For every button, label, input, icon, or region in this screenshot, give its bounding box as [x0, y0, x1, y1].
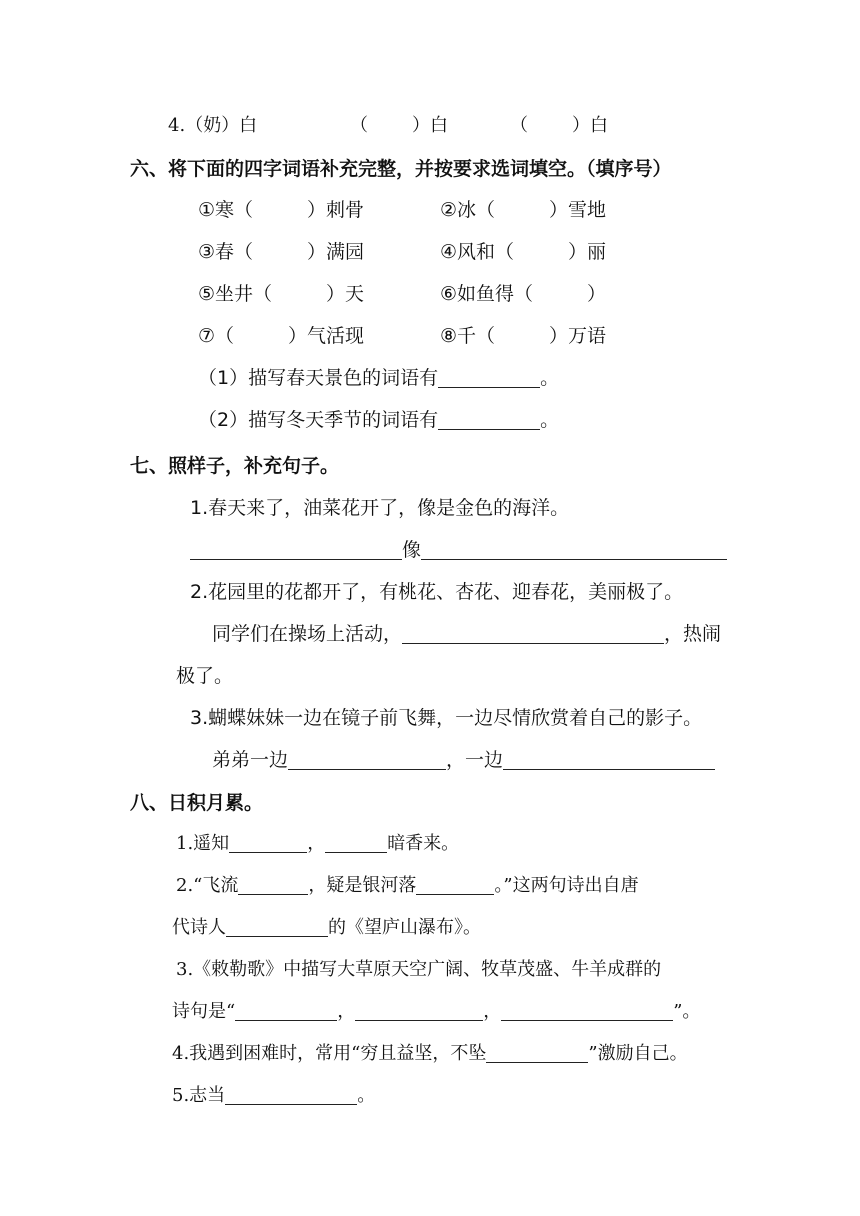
poem-text: 的《望庐山瀑布》。 [328, 917, 481, 938]
poem-5 [172, 1082, 375, 1110]
idiom-post: ）万语 [549, 325, 607, 347]
word-blank-2[interactable] [350, 112, 448, 140]
poem-text: 。 [357, 1085, 376, 1106]
example-2: 2.花园里的花都开了，有桃花、杏花、迎春花，美丽极了。 [190, 581, 684, 603]
idiom-post: ）刺骨 [307, 199, 365, 221]
paren-open: （ [350, 115, 368, 136]
poem-text: ， [307, 833, 326, 854]
connector-word: ，一边 [446, 749, 504, 771]
answer-blank[interactable] [288, 749, 446, 770]
connector-word: 像 [402, 539, 422, 561]
period: 。 [540, 367, 560, 389]
idiom-pre: ⑧千（ [440, 325, 496, 347]
answer-blank[interactable] [402, 623, 664, 644]
question-label: （1）描写春天景色的词语有 [198, 367, 439, 389]
idiom-post: ）天 [326, 283, 365, 305]
poem-text: 暗香来。 [387, 833, 460, 854]
poem-3-cont [172, 998, 700, 1026]
idiom-post: ）满园 [307, 241, 365, 263]
example-1: 1.春天来了，油菜花开了，像是金色的海洋。 [190, 497, 570, 519]
idiom-pre: ③春（ [198, 241, 254, 263]
poem-4 [172, 1040, 688, 1068]
word-line-4 [168, 112, 257, 140]
idiom-pre: ⑥如鱼得（ [440, 283, 534, 305]
answer-blank[interactable] [229, 832, 307, 853]
paren-open: （ [510, 115, 528, 136]
paren-open: （ [185, 115, 204, 136]
exercise-2 [212, 620, 721, 648]
paren-close-text: ）白 [412, 115, 448, 136]
period: 。 [540, 409, 560, 431]
idiom-pre: ②冰（ [440, 199, 496, 221]
poem-2 [176, 872, 639, 900]
exercise-2-cont: 极了。 [176, 665, 234, 687]
answer-blank[interactable] [235, 1000, 337, 1021]
answer-blank[interactable] [190, 539, 402, 560]
idiom-post: ）气活现 [288, 325, 365, 347]
answer-blank[interactable] [486, 1042, 588, 1063]
poem-text: ”。 [673, 1001, 701, 1022]
question-label: （2）描写冬天季节的词语有 [198, 409, 439, 431]
poem-text: ”激励自己。 [588, 1043, 688, 1064]
idiom-pre: ④风和（ [440, 241, 515, 263]
idiom-5[interactable] [198, 280, 364, 308]
idiom-post: ）丽 [568, 241, 607, 263]
idiom-pre: ⑤坐井（ [198, 283, 273, 305]
idiom-8[interactable] [440, 322, 606, 350]
poem-text: 。”这两句诗出自唐 [494, 875, 639, 896]
answer-blank[interactable] [416, 874, 494, 895]
idiom-6[interactable] [440, 280, 606, 308]
answer-blank[interactable] [226, 916, 328, 937]
answer-blank[interactable] [438, 409, 540, 430]
poem-text: 1.遥知 [176, 833, 230, 854]
sentence-start: 同学们在操场上活动， [212, 623, 403, 645]
poem-text: 代诗人 [172, 917, 226, 938]
item-number: 4. [168, 115, 186, 136]
word-blank-3[interactable] [510, 112, 608, 140]
poem-text: ， [483, 1001, 502, 1022]
idiom-pre: ①寒（ [198, 199, 254, 221]
sentence-end: ，热闹 [664, 623, 722, 645]
exercise-1 [190, 536, 727, 564]
answer-blank[interactable] [225, 1084, 357, 1105]
answer-blank[interactable] [501, 1000, 673, 1021]
question-1 [198, 364, 559, 392]
idiom-7[interactable] [198, 322, 364, 350]
filled-answer: 奶 [203, 115, 222, 136]
answer-blank[interactable] [438, 367, 540, 388]
exercise-3 [212, 746, 715, 774]
question-2 [198, 406, 559, 434]
idiom-2[interactable] [440, 196, 606, 224]
idiom-post: ）雪地 [549, 199, 607, 221]
answer-blank[interactable] [355, 1000, 483, 1021]
poem-text: 4.我遇到困难时，常用“穷且益坚，不坠 [172, 1043, 487, 1064]
idiom-3[interactable] [198, 238, 364, 266]
idiom-4[interactable] [440, 238, 606, 266]
sentence-start: 弟弟一边 [212, 749, 289, 771]
section-6-title: 六、将下面的四字词语补充完整，并按要求选词填空。（填序号） [130, 158, 672, 180]
paren-close-text: ）白 [572, 115, 608, 136]
poem-text: 5.志当 [172, 1085, 226, 1106]
poem-text: ， [337, 1001, 356, 1022]
answer-blank[interactable] [238, 874, 308, 895]
section-7-title: 七、照样子，补充句子。 [130, 455, 340, 477]
paren-close-text: ）白 [221, 115, 258, 136]
answer-blank[interactable] [503, 749, 715, 770]
idiom-1[interactable] [198, 196, 364, 224]
poem-2-cont [172, 914, 481, 942]
poem-1 [176, 830, 459, 858]
poem-text: 诗句是“ [172, 1001, 236, 1022]
answer-blank[interactable] [421, 539, 727, 560]
section-8-title: 八、日积月累。 [130, 792, 264, 814]
idiom-pre: ⑦（ [198, 325, 235, 347]
poem-text: 2.“飞流 [176, 875, 239, 896]
example-3: 3.蝴蝶妹妹一边在镜子前飞舞，一边尽情欣赏着自己的影子。 [190, 707, 703, 729]
idiom-post: ） [587, 283, 607, 305]
poem-3: 3.《敕勒歌》中描写大草原天空广阔、牧草茂盛、牛羊成群的 [176, 959, 662, 980]
poem-text: ，疑是银河落 [308, 875, 417, 896]
answer-blank[interactable] [325, 832, 387, 853]
